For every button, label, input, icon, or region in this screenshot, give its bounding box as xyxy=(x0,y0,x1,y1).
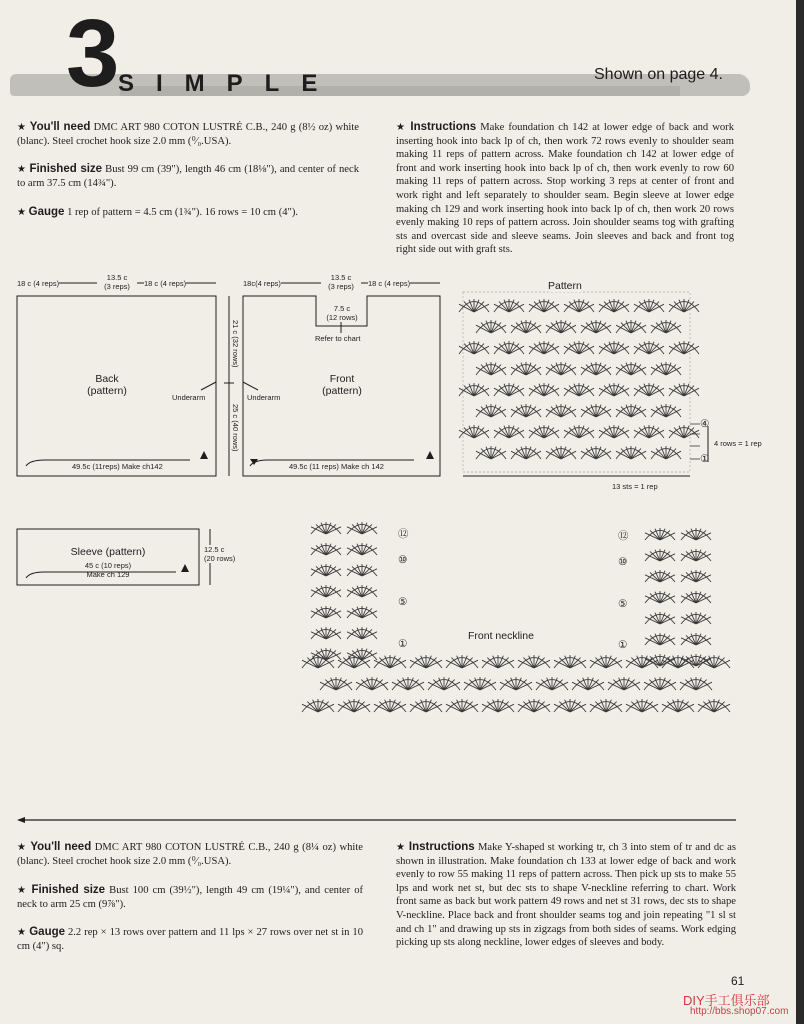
fan-stitch-motif xyxy=(311,522,341,534)
fan-stitch-motif xyxy=(311,543,341,555)
fan-stitch-motif xyxy=(482,655,514,668)
back-start-arrow-icon xyxy=(200,451,208,459)
fan-stitch-motif xyxy=(651,446,681,459)
underarm-left-pointer xyxy=(201,382,216,390)
fan-stitch-motif xyxy=(529,383,559,396)
gauge-text: 1 rep of pattern = 4.5 cm (1¾"). 16 rows = 10 cm (4"). xyxy=(67,207,299,218)
fan-stitch-motif xyxy=(590,655,622,668)
watermark-logo: DIY手工俱乐部 xyxy=(683,993,770,1008)
instructions-paragraph-2 xyxy=(396,841,736,950)
fan-stitch-motif xyxy=(529,425,559,438)
finished-size-text: Bust 99 cm (39"), length 46 cm (18⅛"), and center of neck to arm 37.5 cm (14¾"). xyxy=(17,164,359,189)
instructions-text-2: Make Y-shaped st working tr, ch 3 into stem of tr and dc as shown in illustration. Make foundation ch 133 at lower edge of back and work evenly to row 55 making 11 reps of pattern across. Then pick up sts to make 55 lps and work net st, but dec sts to shape V-neckline referring to chart. Work front same as back but work pattern 49 rows and net st 31 rows, dec sts to shape V-neckline. Place back and front shoulder seams tog and join repeating "1 sl st and ch 1" and drawing up sts in zigzags from both sides of seams. Work edging picking up sts along neckline, lower edges of sleeves and body. xyxy=(396,842,736,949)
fan-stitch-motif xyxy=(599,299,629,312)
front-width-center xyxy=(321,273,361,291)
star-bullet-icon: ★ xyxy=(17,164,27,175)
neck-depth-label xyxy=(322,304,362,322)
fan-stitch-motif xyxy=(347,543,377,555)
back-width-left: 18 c (4 reps) xyxy=(17,279,60,288)
underarm-left-label: Underarm xyxy=(172,393,206,402)
materials-text: DMC ART 980 COTON LUSTRÉ C.B., 240 g (8½ oz) white (blanc). Steel crochet hook size 2.0 mm (⁰⁄₀.USA). xyxy=(17,122,359,147)
front-bottom-label: 49.5c (11 reps) Make ch 142 xyxy=(289,462,384,471)
left-marker-5: ⑤ xyxy=(398,596,408,608)
left-marker-10: ⑩ xyxy=(398,554,408,566)
lower-length-value: 25 c xyxy=(231,404,240,419)
neckline-fan-rows xyxy=(302,522,730,712)
star-bullet-icon: ★ xyxy=(17,842,27,853)
fan-stitch-motif xyxy=(494,299,524,312)
fan-stitch-motif xyxy=(564,299,594,312)
watermark-url: http://bbs.shop07.com xyxy=(690,1006,789,1017)
fan-stitch-motif xyxy=(651,362,681,375)
fan-stitch-motif xyxy=(581,404,611,417)
right-marker-10: ⑩ xyxy=(618,556,628,568)
fan-stitch-motif xyxy=(572,677,604,690)
rep-sts-label: 13 sts = 1 rep xyxy=(612,482,658,491)
instructions-text: Make foundation ch 142 at lower edge of back and work inserting hook into back lp of ch, then work 72 rows evenly to shoulder seam making 11 reps of pattern across. Make foundation ch 142 at lower edge of front and work inserting hook into back lp of ch, then work evenly to row 60 making 11 reps of pattern across. Stop working 3 reps at center of front and work right and left separately to shoulder seam. Begin sleeve at lower edge making ch 129 and work inserting hook into back lp of ch, then work 20 rows evenly making 10 reps of pattern across. Join shoulder seams tog with grafting sts and overcast side and sleeve seams. Join sleeves and back and front tog right side out with graft sts. xyxy=(396,122,735,256)
fan-stitch-motif xyxy=(669,425,699,438)
fan-stitch-motif xyxy=(546,446,576,459)
fan-stitch-motif xyxy=(302,699,334,712)
fan-stitch-motif xyxy=(410,655,442,668)
fan-stitch-motif xyxy=(320,677,352,690)
gauge-label-2: Gauge xyxy=(29,926,66,938)
fan-stitch-motif xyxy=(311,606,341,618)
fan-stitch-motif xyxy=(681,549,711,561)
right-marker-12: ⑫ xyxy=(618,530,629,542)
fan-stitch-motif xyxy=(634,341,664,354)
gauge-text-2: 2.2 rep × 13 rows over pattern and 11 lps × 27 rows over net st in 10 cm (4") sq. xyxy=(17,927,363,952)
sleeve-height-value: 12.5 c xyxy=(204,545,225,554)
back-width-center-value: 13.5 c xyxy=(106,273,128,282)
front-width-right: 18 c (4 reps) xyxy=(368,279,411,288)
fan-stitch-motif xyxy=(347,627,377,639)
front-width-center-reps: (3 reps) xyxy=(328,282,354,291)
fan-stitch-motif xyxy=(476,362,506,375)
star-bullet-icon: ★ xyxy=(17,885,28,896)
left-marker-1: ① xyxy=(398,638,408,650)
fan-stitch-motif xyxy=(494,341,524,354)
sleeve-foundation: Make ch 129 xyxy=(86,570,130,579)
fan-stitch-motif xyxy=(564,341,594,354)
finished-size-paragraph-2 xyxy=(17,884,363,911)
fan-stitch-motif xyxy=(392,677,424,690)
fan-stitch-motif xyxy=(446,655,478,668)
fan-stitch-motif xyxy=(645,633,675,645)
neck-depth-value: 7.5 c xyxy=(333,304,351,313)
sleeve-width-value: 45 c (10 reps) xyxy=(84,561,132,570)
fan-stitch-motif xyxy=(634,383,664,396)
back-label xyxy=(77,373,137,397)
front-title: Front xyxy=(329,373,355,385)
fan-stitch-motif xyxy=(311,627,341,639)
upper-length-rows: (32 rows) xyxy=(231,336,240,368)
fan-stitch-motif xyxy=(338,699,370,712)
fan-stitch-motif xyxy=(494,425,524,438)
fan-stitch-motif xyxy=(616,362,646,375)
underarm-right-label: Underarm xyxy=(247,393,281,402)
fan-stitch-motif xyxy=(681,633,711,645)
star-bullet-icon: ★ xyxy=(17,927,27,938)
sleeve-width-label xyxy=(63,561,153,579)
rep-rows-label: 4 rows = 1 rep xyxy=(714,439,762,448)
fan-stitch-motif xyxy=(476,404,506,417)
refer-to-chart: Refer to chart xyxy=(315,334,361,343)
fan-stitch-motif xyxy=(518,655,550,668)
back-width-right: 18 c (4 reps) xyxy=(144,279,187,288)
fan-stitch-motif xyxy=(599,341,629,354)
fan-stitch-motif xyxy=(662,699,694,712)
front-label xyxy=(312,373,372,397)
star-bullet-icon: ★ xyxy=(17,122,27,133)
upper-length-label xyxy=(231,320,240,368)
fan-stitch-motif xyxy=(680,677,712,690)
fan-stitch-motif xyxy=(581,320,611,333)
sleeve-title: Sleeve (pattern) xyxy=(70,546,146,558)
sleeve-start-arrow-icon xyxy=(181,564,189,572)
star-bullet-icon: ★ xyxy=(17,207,26,218)
fan-stitch-motif xyxy=(476,446,506,459)
fan-stitch-motif xyxy=(347,522,377,534)
shown-on-page: Shown on page 4. xyxy=(594,66,723,83)
materials-label: You'll need xyxy=(29,121,91,133)
fan-stitch-motif xyxy=(681,591,711,603)
fan-stitch-motif xyxy=(645,570,675,582)
fan-stitch-motif xyxy=(590,699,622,712)
fan-stitch-motif xyxy=(374,655,406,668)
fan-stitch-motif xyxy=(410,699,442,712)
fan-stitch-motif xyxy=(645,549,675,561)
fan-stitch-motif xyxy=(581,362,611,375)
finished-size-text-2: Bust 100 cm (39½"), length 49 cm (19¼"), and center of neck to arm 25 cm (9⅞"). xyxy=(17,885,364,910)
fan-stitch-motif xyxy=(681,612,711,624)
fan-stitch-motif xyxy=(634,425,664,438)
materials-label-2: You'll need xyxy=(30,841,92,853)
gauge-label: Gauge xyxy=(28,206,65,218)
fan-stitch-motif xyxy=(347,606,377,618)
star-bullet-icon: ★ xyxy=(396,122,407,133)
neck-depth-rows: (12 rows) xyxy=(326,313,358,322)
fan-stitch-motif xyxy=(616,446,646,459)
fan-stitch-motif xyxy=(626,655,658,668)
fan-stitch-motif xyxy=(651,404,681,417)
fan-stitch-motif xyxy=(511,404,541,417)
divider-arrow-icon xyxy=(17,817,25,823)
fan-stitch-motif xyxy=(616,404,646,417)
fan-stitch-motif xyxy=(511,320,541,333)
back-width-center xyxy=(97,273,137,291)
fan-stitch-motif xyxy=(482,699,514,712)
fan-stitch-motif xyxy=(669,341,699,354)
fan-stitch-motif xyxy=(459,425,489,438)
lower-length-label xyxy=(231,404,240,452)
page-number: 61 xyxy=(731,974,745,988)
fan-stitch-motif xyxy=(459,299,489,312)
pattern-row-arrows xyxy=(690,424,700,459)
star-bullet-icon: ★ xyxy=(396,842,406,853)
instructions-label-2: Instructions xyxy=(408,841,475,853)
fan-stitch-motif xyxy=(446,699,478,712)
fan-stitch-motif xyxy=(476,320,506,333)
fan-stitch-motif xyxy=(529,341,559,354)
front-subtitle: (pattern) xyxy=(322,385,362,397)
materials-text-2: DMC ART 980 COTON LUSTRÉ C.B., 240 g (8¼ oz) white (blanc). Steel crochet hook size 2.0 mm (⁰⁄₀.USA). xyxy=(17,842,364,867)
fan-stitch-motif xyxy=(518,699,550,712)
fan-stitch-motif xyxy=(651,320,681,333)
sleeve-height-label xyxy=(204,545,235,563)
fan-stitch-motif xyxy=(459,383,489,396)
left-marker-12: ⑫ xyxy=(398,528,409,540)
fan-stitch-motif xyxy=(581,446,611,459)
fan-stitch-motif xyxy=(645,612,675,624)
fan-stitch-motif xyxy=(645,591,675,603)
gauge-paragraph-2 xyxy=(17,926,363,953)
fan-stitch-motif xyxy=(529,299,559,312)
fan-stitch-motif xyxy=(626,699,658,712)
front-start-arrow-icon xyxy=(426,451,434,459)
fan-stitch-motif xyxy=(681,570,711,582)
front-width-center-value: 13.5 c xyxy=(330,273,352,282)
row-marker-bottom: ① xyxy=(700,453,710,465)
fan-stitch-motif xyxy=(608,677,640,690)
fan-stitch-motif xyxy=(546,320,576,333)
right-marker-5: ⑤ xyxy=(618,598,628,610)
upper-length-value: 21 c xyxy=(231,320,240,335)
fan-stitch-motif xyxy=(698,655,730,668)
fan-stitch-motif xyxy=(645,528,675,540)
materials-paragraph-2 xyxy=(17,841,363,868)
fan-stitch-motif xyxy=(511,446,541,459)
fan-stitch-motif xyxy=(698,699,730,712)
fan-stitch-motif xyxy=(546,362,576,375)
fan-stitch-motif xyxy=(428,677,460,690)
pattern-fan-rows xyxy=(459,299,699,459)
back-width-center-reps: (3 reps) xyxy=(104,282,130,291)
fan-stitch-motif xyxy=(554,655,586,668)
fan-stitch-motif xyxy=(464,677,496,690)
pattern-number: 3 xyxy=(66,0,118,107)
sleeve-height-rows: (20 rows) xyxy=(204,554,236,563)
fan-stitch-motif xyxy=(634,299,664,312)
fan-stitch-motif xyxy=(681,528,711,540)
underarm-right-pointer xyxy=(243,382,258,390)
fan-stitch-motif xyxy=(546,404,576,417)
fan-stitch-motif xyxy=(662,655,694,668)
fan-stitch-motif xyxy=(616,320,646,333)
back-title: Back xyxy=(95,373,119,385)
instructions-label: Instructions xyxy=(410,121,477,133)
neckline-chart xyxy=(302,522,730,712)
fan-stitch-motif xyxy=(347,585,377,597)
pattern-chart-frame xyxy=(463,292,690,472)
pattern-chart xyxy=(459,292,699,472)
fan-stitch-motif xyxy=(494,383,524,396)
fan-stitch-motif xyxy=(536,677,568,690)
fan-stitch-motif xyxy=(311,564,341,576)
fan-stitch-motif xyxy=(599,425,629,438)
series-title: SIMPLE xyxy=(118,70,340,97)
fan-stitch-motif xyxy=(347,564,377,576)
finished-size-label: Finished size xyxy=(29,163,103,175)
fan-stitch-motif xyxy=(669,383,699,396)
fan-stitch-motif xyxy=(554,699,586,712)
front-width-left: 18c(4 reps) xyxy=(243,279,281,288)
back-subtitle: (pattern) xyxy=(87,385,127,397)
back-bottom-label: 49.5c (11reps) Make ch142 xyxy=(72,462,163,471)
neckline-chart-title: Front neckline xyxy=(468,630,534,642)
fan-stitch-motif xyxy=(599,383,629,396)
fan-stitch-motif xyxy=(644,677,676,690)
row-marker-top: ④ xyxy=(700,418,710,430)
right-marker-1: ① xyxy=(618,639,628,651)
fan-stitch-motif xyxy=(564,383,594,396)
fan-stitch-motif xyxy=(511,362,541,375)
fan-stitch-motif xyxy=(374,699,406,712)
lower-length-rows: (40 rows) xyxy=(231,420,240,452)
fan-stitch-motif xyxy=(564,425,594,438)
fan-stitch-motif xyxy=(669,299,699,312)
fan-stitch-motif xyxy=(500,677,532,690)
fan-stitch-motif xyxy=(356,677,388,690)
finished-size-label-2: Finished size xyxy=(31,884,106,896)
pattern-chart-title: Pattern xyxy=(548,280,582,292)
fan-stitch-motif xyxy=(459,341,489,354)
fan-stitch-motif xyxy=(311,585,341,597)
